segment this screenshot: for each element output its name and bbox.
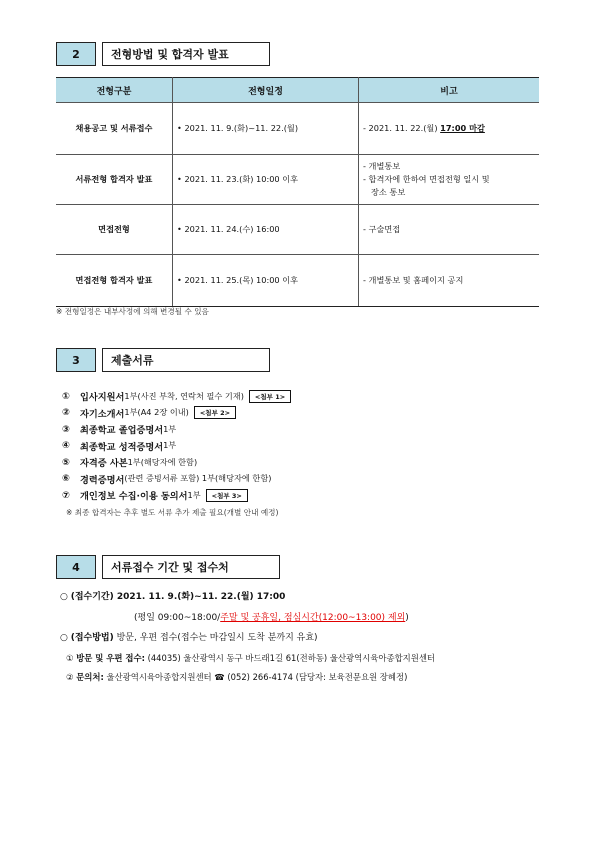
schedule-text: 2021. 11. 23.(화) 10:00 이후 bbox=[184, 174, 299, 184]
table-header: 전형일정 bbox=[173, 78, 359, 103]
period-label: (접수기간) bbox=[70, 592, 114, 602]
section-title: 서류접수 기간 및 접수처 bbox=[102, 555, 280, 579]
document-name: 최종학교 졸업증명서 bbox=[80, 425, 164, 437]
list-item bbox=[62, 405, 291, 422]
document-detail: 1부(A4 2장 이내) bbox=[124, 407, 189, 418]
table-note: ※ 전형일정은 내부사정에 의해 변경될 수 있음 bbox=[56, 307, 209, 316]
note-line: - 2021. 11. 22.(월) bbox=[363, 123, 438, 133]
section-2-header bbox=[56, 42, 270, 66]
period-value: 2021. 11. 9.(화)~11. 22.(월) 17:00 bbox=[113, 592, 286, 602]
visit-line bbox=[66, 652, 435, 664]
table-row bbox=[56, 103, 539, 155]
category-cell: 면접전형 합격자 발표 bbox=[56, 255, 173, 307]
bullet: • bbox=[177, 224, 182, 234]
category-cell: 서류전형 합격자 발표 bbox=[56, 155, 173, 205]
document-detail: 1부 bbox=[163, 423, 177, 434]
deadline-emphasis: 17:00 마감 bbox=[440, 123, 485, 133]
list-item bbox=[62, 487, 291, 504]
note-line: - 합격자에 한하여 면접전형 일시 및 bbox=[363, 174, 490, 184]
item-marker: ④ bbox=[62, 440, 70, 452]
section-number: 3 bbox=[56, 348, 96, 372]
method-value: 방문, 우편 접수(접수는 마감일시 도착 분까지 유효) bbox=[113, 633, 318, 643]
item-marker: ⑥ bbox=[62, 473, 70, 485]
document-name: 자기소개서 bbox=[80, 408, 125, 420]
schedule-text: 2021. 11. 25.(목) 10:00 이후 bbox=[184, 275, 299, 285]
schedule-cell bbox=[173, 255, 359, 307]
list-item bbox=[62, 471, 291, 488]
table-row bbox=[56, 205, 539, 255]
contact-value: 울산광역시육아종합지원센터 ☎ (052) 266-4174 (담당자: 보육전문요원 장혜정) bbox=[103, 672, 408, 682]
section-3-header bbox=[56, 348, 270, 372]
schedule-cell bbox=[173, 205, 359, 255]
table-header: 비고 bbox=[359, 78, 540, 103]
notes-cell: - 개별통보 및 홈페이지 공지 bbox=[359, 255, 540, 307]
note-line: 장소 통보 bbox=[371, 187, 406, 197]
schedule-text: 2021. 11. 24.(수) 16:00 bbox=[184, 224, 280, 234]
section-number: 4 bbox=[56, 555, 96, 579]
schedule-table bbox=[56, 77, 539, 307]
section-4-header bbox=[56, 555, 280, 579]
item-marker: ② bbox=[62, 407, 70, 419]
list-item bbox=[62, 388, 291, 405]
visit-label: 방문 및 우편 접수: bbox=[76, 653, 145, 663]
period-sub-line bbox=[134, 610, 409, 623]
item-marker: ③ bbox=[62, 423, 70, 435]
attachment-tag: <첨부 3> bbox=[206, 489, 248, 502]
list-item bbox=[62, 454, 291, 471]
attachment-tag: <첨부 1> bbox=[249, 390, 291, 403]
bullet: ○ bbox=[60, 633, 68, 643]
document-detail: 1부 bbox=[187, 489, 201, 500]
item-marker: ① bbox=[62, 390, 70, 402]
table-row bbox=[56, 255, 539, 307]
document-name: 입사지원서 bbox=[80, 392, 125, 404]
section-title: 전형방법 및 합격자 발표 bbox=[102, 42, 270, 66]
bullet: • bbox=[177, 123, 182, 133]
table-row bbox=[56, 155, 539, 205]
item-marker: ⑤ bbox=[62, 456, 70, 468]
category-cell: 채용공고 및 서류접수 bbox=[56, 103, 173, 155]
method-label: (접수방법) bbox=[70, 633, 114, 643]
document-name: 경력증명서 bbox=[80, 474, 125, 486]
bullet: • bbox=[177, 275, 182, 285]
period-suffix: ) bbox=[405, 613, 409, 623]
list-item bbox=[62, 421, 291, 438]
period-exclusion: 주말 및 공휴일, 점심시간(12:00~13:00) 제외 bbox=[220, 613, 406, 623]
bullet: ○ bbox=[60, 592, 68, 602]
contact-label: 문의처: bbox=[76, 672, 104, 682]
document-name: 개인정보 수집·이용 동의서 bbox=[80, 491, 188, 503]
item-marker: ① bbox=[66, 653, 74, 663]
visit-address: (44035) 울산광역시 동구 바드래1길 61(전하동) 울산광역시육아종합지원센터 bbox=[144, 653, 436, 663]
period-hours: (평일 09:00~18:00/ bbox=[134, 613, 221, 623]
document-detail: 1부(해당자에 한함) bbox=[127, 456, 198, 467]
section-number: 2 bbox=[56, 42, 96, 66]
documents-list bbox=[62, 388, 291, 504]
document-detail: 1부 bbox=[163, 440, 177, 451]
schedule-cell bbox=[173, 103, 359, 155]
notes-cell bbox=[359, 155, 540, 205]
document-detail: 1부(사진 부착, 연락처 필수 기재) bbox=[124, 390, 244, 401]
documents-note: ※ 최종 합격자는 추후 별도 서류 추가 제출 필요(개별 안내 예정) bbox=[66, 508, 279, 517]
list-item bbox=[62, 438, 291, 455]
attachment-tag: <첨부 2> bbox=[194, 406, 236, 419]
period-line bbox=[60, 589, 285, 602]
contact-line bbox=[66, 671, 407, 683]
section-title: 제출서류 bbox=[102, 348, 270, 372]
schedule-text: 2021. 11. 9.(화)~11. 22.(월) bbox=[184, 123, 299, 133]
bullet: • bbox=[177, 174, 182, 184]
document-detail: (관련 증빙서류 포함) 1부(해당자에 한함) bbox=[124, 473, 272, 484]
item-marker: ⑦ bbox=[62, 489, 70, 501]
schedule-cell bbox=[173, 155, 359, 205]
method-line bbox=[60, 630, 318, 643]
document-name: 최종학교 성적증명서 bbox=[80, 441, 164, 453]
table-header: 전형구분 bbox=[56, 78, 173, 103]
item-marker: ② bbox=[66, 672, 74, 682]
note-line: - 개별통보 bbox=[363, 161, 401, 171]
notes-cell: - 구술면접 bbox=[359, 205, 540, 255]
document-name: 자격증 사본 bbox=[80, 458, 128, 470]
category-cell: 면접전형 bbox=[56, 205, 173, 255]
notes-cell bbox=[359, 103, 540, 155]
